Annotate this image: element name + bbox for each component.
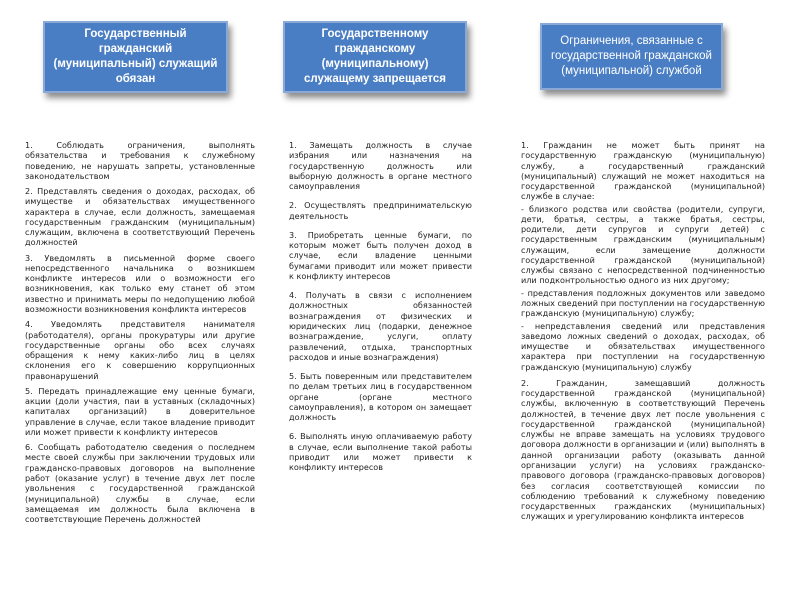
header-restrictions [540, 23, 723, 90]
header-prohibitions-text: Государственному гражданскому (муниципальному) служащему запрещается [303, 28, 447, 85]
prohibition-item: 3. Приобретать ценные бумаги, по которым может быть получен доход в случае, если владение ценными бумагами приводит или может привести к конфликту интересов [289, 229, 472, 281]
restriction-item: 1. Гражданин не может быть принят на государственную гражданскую (муниципальную) службу, а государственный гражданский (муниципальный) служащий не может находиться на государственной гражданской (муниципальной) службе в случае: [521, 140, 765, 202]
obligation-item: 4. Уведомлять представителя нанимателя (работодателя), органы прокуратуры или другие государственные органы обо всех случаях обращения к нему каких-либо лиц в целях склонения его к совершению коррупционных правонарушений [25, 319, 255, 381]
prohibition-item: 4. Получать в связи с исполнением должностных обязанностей вознаграждения от физических и юридических лиц (подарки, денежное вознаграждение, услуги, оплату развлечений, отдыха, транспортных расходов и иные вознаграждения) [289, 290, 472, 362]
header-obligations [43, 21, 228, 93]
restriction-item: 2. Гражданин, замещавший должность государственной гражданской (муниципальной) службы, включенную в соответствующий Перечень должностей, в течение двух лет после увольнения с государственной гражданской (муниципальной) службы не вправе замещать на условиях трудового договора должности в организации и (или) выполнять в данной организации работу (оказывать данной организации услуги) на условиях гражданско-правового договора (гражданско-правовых договоров) без согласия соответствующей комиссии по соблюдению требований к служебному поведению государственных гражданских (муниципальных) служащих и урегулированию конфликта интересов [521, 377, 765, 522]
obligation-item: 5. Передать принадлежащие ему ценные бумаги, акции (доли участия, паи в уставных (складочных) капиталах организаций) в доверительное управление в случае, если такое владение приводит или может привести к конфликту интересов [25, 385, 255, 437]
prohibition-item: 2. Осуществлять предпринимательскую деятельность [289, 200, 472, 221]
restriction-item: - непредставления сведений или представления заведомо ложных сведений о доходах, расходах, об имуществе и обязательствах имущественного характера при поступлении на государственную гражданскую (муниципальную) службу [521, 320, 765, 372]
obligation-item: 2. Представлять сведения о доходах, расходах, об имуществе и обязательствах имущественного характера в случае, если должность, замещаемая государственным гражданским (муниципальным) служащим, включена в соответствующий Перечень должностей [25, 186, 255, 248]
obligation-item: 1. Соблюдать ограничения, выполнять обязательства и требования к служебному поведению, не нарушать запреты, установленные законодательством [25, 140, 255, 181]
header-obligations-text: Государственный гражданский (муниципальный) служащий обязан [53, 28, 218, 85]
header-prohibitions [283, 21, 467, 93]
prohibition-item: 1. Замещать должность в случае избрания или назначения на государственную должность или выборную должность в органе местного самоуправления [289, 140, 472, 192]
restrictions-list [521, 140, 765, 524]
obligation-item: 6. Сообщать работодателю сведения о последнем месте своей службы при заключении трудовых или гражданско-правовых договоров на выполнение работ (оказание услуг) в течение двух лет после увольнения с государственной гражданской (муниципальной) службы в случае, если замещаемая им должность была включена в соответствующие Перечень должностей [25, 442, 255, 525]
prohibition-item: 6. Выполнять иную оплачиваемую работу в случае, если выполнение такой работы приводит или может привести к конфликту интересов [289, 431, 472, 473]
prohibitions-list [289, 140, 472, 481]
restriction-item: - близкого родства или свойства (родители, супруги, дети, братья, сестры, а также братья, сестры, родители, дети супругов и супруги детей) с государственным гражданским (муниципальным) служащим, если замещение должности государственной гражданской (муниципальной) службы связано с непосредственной подчиненностью или подконтрольностью одного из них другому; [521, 203, 765, 286]
header-restrictions-text: Ограничения, связанные с государственной гражданской (муниципальной) службой [551, 35, 712, 77]
obligations-list [25, 140, 255, 529]
obligation-item: 3. Уведомлять в письменной форме своего непосредственного начальника о возникшем конфликте интересов или о возможности его возникновения, как только ему станет об этом известно и принимать меры по недопущению любой возможности возникновения конфликта интересов [25, 252, 255, 314]
restriction-item: - представления подложных документов или заведомо ложных сведений при поступлении на государственную гражданскую (муниципальную) службу; [521, 287, 765, 319]
prohibition-item: 5. Быть поверенным или представителем по делам третьих лиц в государственном органе (органе местного самоуправления), в котором он замещает должность [289, 371, 472, 423]
